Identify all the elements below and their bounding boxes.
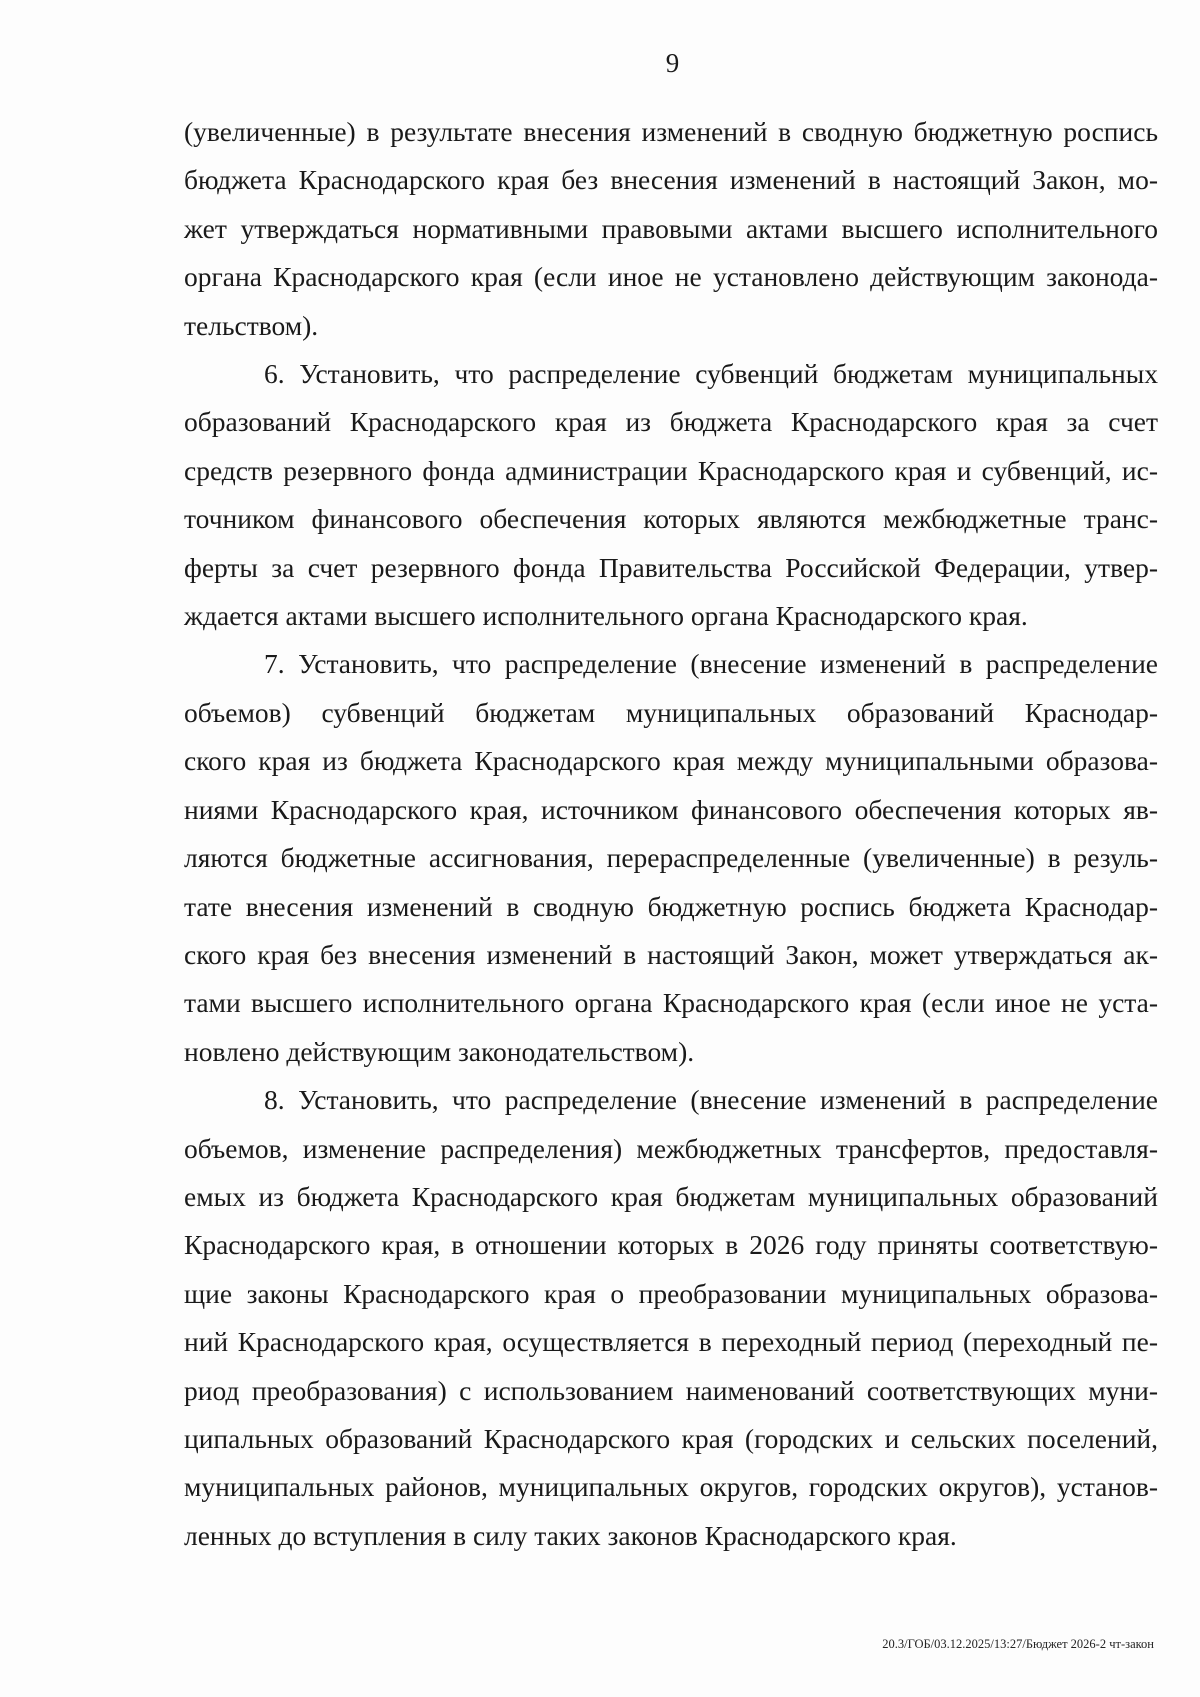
- text-line: ского края из бюджета Краснодарского края между муниципальными образова-: [184, 745, 1158, 777]
- text-line: объемов, изменение распределения) межбюджетных трансфертов, предоставля-: [184, 1132, 1158, 1164]
- paragraph-item-6: [184, 350, 1158, 640]
- text-line: емых из бюджета Краснодарского края бюджетам муниципальных образований: [184, 1180, 1158, 1212]
- text-line: бюджета Краснодарского края без внесения изменений в настоящий Закон, мо-: [184, 164, 1158, 196]
- paragraph-item-7: [184, 640, 1158, 1076]
- text-line: ниями Краснодарского края, источником финансового обеспечения которых яв-: [184, 793, 1158, 825]
- text-line: тате внесения изменений в сводную бюджетную роспись бюджета Краснодар-: [184, 890, 1158, 922]
- text-line: щие законы Краснодарского края о преобразовании муниципальных образова-: [184, 1277, 1158, 1309]
- text-line: образований Краснодарского края из бюджета Краснодарского края за счет: [184, 406, 1158, 438]
- text-line: ляются бюджетные ассигнования, перераспределенные (увеличенные) в резуль-: [184, 842, 1158, 874]
- text-line: жет утверждаться нормативными правовыми актами высшего исполнительного: [184, 212, 1158, 244]
- text-line: ского края без внесения изменений в настоящий Закон, может утверждаться ак-: [184, 938, 1158, 970]
- text-line: (увеличенные) в результате внесения изменений в сводную бюджетную роспись: [184, 116, 1158, 147]
- document-body: [184, 108, 1158, 1560]
- paragraph-continuation: [184, 108, 1158, 350]
- text-line: 7. Установить, что распределение (внесение изменений в распределение: [264, 648, 1158, 680]
- text-line: средств резервного фонда администрации Краснодарского края и субвенций, ис-: [184, 454, 1158, 486]
- text-line: ленных до вступления в силу таких законов Краснодарского края.: [184, 1519, 957, 1551]
- text-line: объемов) субвенций бюджетам муниципальных образований Краснодар-: [184, 696, 1158, 728]
- text-line: новлено действующим законодательством).: [184, 1035, 695, 1067]
- paragraph-item-8: [184, 1076, 1158, 1560]
- page-number: 9: [665, 48, 680, 78]
- text-line: ждается актами высшего исполнительного органа Краснодарского края.: [184, 600, 1028, 632]
- text-line: точником финансового обеспечения которых являются межбюджетные транс-: [184, 503, 1158, 535]
- text-line: ципальных образований Краснодарского края (городских и сельских поселений,: [184, 1422, 1158, 1454]
- document-footer-code: 20.3/ГОБ/03.12.2025/13:27/Бюджет 2026-2 чт-закон: [882, 1637, 1154, 1651]
- text-line: органа Краснодарского края (если иное не установлено действующим законода-: [184, 261, 1158, 293]
- text-line: тельством).: [184, 309, 319, 341]
- text-line: 6. Установить, что распределение субвенций бюджетам муниципальных: [264, 358, 1158, 390]
- text-line: Краснодарского края, в отношении которых в 2026 году приняты соответствую-: [184, 1229, 1158, 1261]
- text-line: 8. Установить, что распределение (внесение изменений в распределение: [264, 1084, 1158, 1116]
- text-line: риод преобразования) с использованием наименований соответствующих муни-: [184, 1374, 1158, 1406]
- text-line: ний Краснодарского края, осуществляется в переходный период (переходный пе-: [184, 1326, 1158, 1358]
- text-line: муниципальных районов, муниципальных округов, городских округов), установ-: [184, 1471, 1158, 1503]
- text-line: тами высшего исполнительного органа Краснодарского края (если иное не уста-: [184, 987, 1158, 1019]
- text-line: ферты за счет резервного фонда Правительства Российской Федерации, утвер-: [184, 551, 1158, 583]
